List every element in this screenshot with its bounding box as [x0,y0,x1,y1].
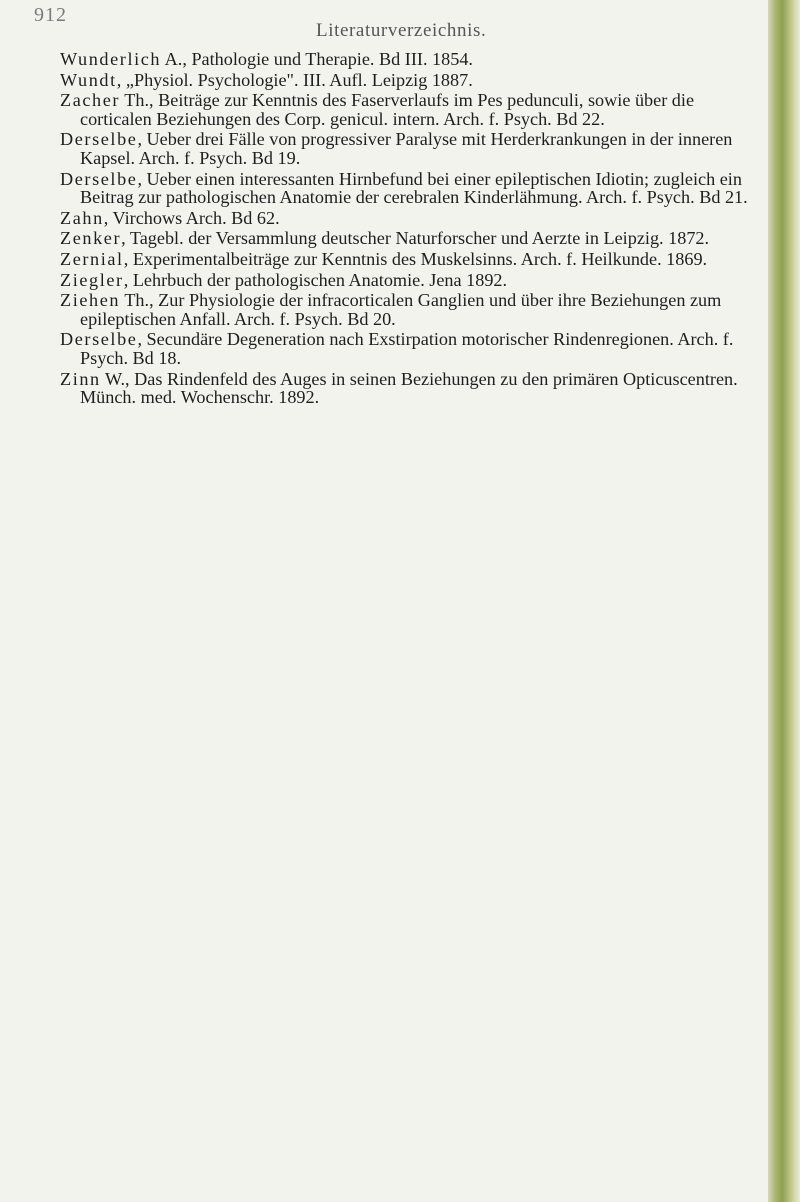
bibliography-entry [60,50,760,69]
bibliography-entry [60,130,760,167]
entry-text: , Virchows Arch. Bd 62. [103,207,280,228]
entry-author: Wundt [60,69,117,90]
page-edge-scan-border [768,0,800,1202]
entry-text: , Secundäre Degeneration nach Exstirpation motorischer Rindenregionen. Arch. f. Psych. Bd 18. [80,329,734,368]
entry-text: , Lehrbuch der pathologischen Anatomie. Jena 1892. [123,269,508,290]
bibliography-entry [60,209,760,228]
entry-text: , „Physiol. Psychologie". III. Aufl. Leipzig 1887. [116,69,473,90]
bibliography-list [60,50,760,409]
entry-text: , Ueber drei Fälle von progressiver Paralyse mit Herderkrankungen in der inneren Kapsel. Arch. f. Psych. Bd 19. [80,129,733,168]
entry-author: Zahn [60,207,104,228]
bibliography-entry [60,330,760,367]
bibliography-entry [60,71,760,90]
entry-text: Th., Zur Physiologie der infracorticalen Ganglien und über ihre Beziehungen zum epileptischen Anfall. Arch. f. Psych. Bd 20. [80,290,722,329]
entry-text: , Ueber einen interessanten Hirnbefund bei einer epileptischen Idiotin; zugleich ein Beitrag zur pathologischen Anatomie der cerebralen Kinderlähmung. Arch. f. Psych. Bd 21. [80,168,748,208]
page-number: 912 [34,4,67,26]
entry-author: Derselbe [60,129,138,150]
entry-text: , Tagebl. der Versammlung deutscher Naturforscher und Aerzte in Leipzig. 1872. [121,228,710,249]
running-head: Literaturverzeichnis. [316,20,487,41]
bibliography-entry [60,91,760,128]
entry-author: Ziehen [60,290,121,311]
entry-author: Zinn [60,368,101,389]
entry-author: Ziegler [60,269,124,290]
bibliography-entry [60,170,760,207]
bibliography-entry [60,370,760,407]
entry-author: Zacher [60,90,121,111]
entry-author: Zenker [60,228,122,249]
entry-author: Zernial [60,248,124,269]
entry-text: , Experimentalbeiträge zur Kenntnis des Muskelsinns. Arch. f. Heilkunde. 1869. [123,248,708,269]
bibliography-entry [60,250,760,269]
entry-text: A., Pathologie und Therapie. Bd III. 1854. [161,49,473,69]
entry-text: W., Das Rindenfeld des Auges in seinen Beziehungen zu den primären Opticuscentren. Münch. med. Wochenschr. 1892. [80,368,738,408]
bibliography-entry [60,291,760,328]
bibliography-entry [60,271,760,290]
entry-author: Derselbe [60,329,138,350]
entry-author: Wunderlich [60,49,162,69]
entry-author: Derselbe [60,168,138,189]
bibliography-entry [60,229,760,248]
entry-text: Th., Beiträge zur Kenntnis des Faserverlaufs im Pes pedunculi, sowie über die corticalen Beziehungen des Corp. genicul. intern. Arch. f. Psych. Bd 22. [80,90,695,129]
